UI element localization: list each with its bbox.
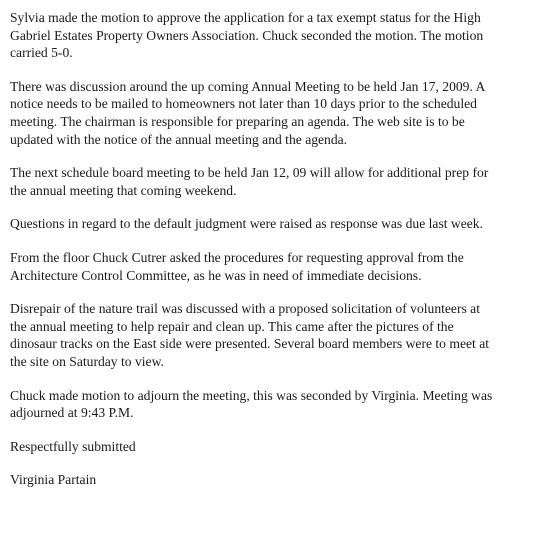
paragraph-next-board-meeting	[10, 164, 540, 199]
text-line: Sylvia made the motion to approve the application for a tax exempt status for the High	[10, 10, 481, 25]
text-line: Chuck made motion to adjourn the meeting, this was seconded by Virginia. Meeting was	[10, 387, 493, 403]
closing-line	[10, 438, 540, 456]
text-line: dinosaur tracks on the East side were presented. Several board members were to meet at	[10, 336, 490, 352]
signature-name	[10, 471, 540, 489]
text-line: Virginia Partain	[10, 472, 97, 488]
text-line: Disrepair of the nature trail was discussed with a proposed solicitation of volunteers at	[10, 301, 480, 317]
text-line: Architecture Control Committee, as he was in need of immediate decisions.	[10, 267, 422, 283]
text-line: the annual meeting that coming weekend.	[10, 182, 237, 198]
paragraph-nature-trail	[10, 300, 540, 370]
text-line: There was discussion around the up coming Annual Meeting to be held Jan 17, 2009. A	[10, 78, 486, 94]
text-line: adjourned at 9:43 P.M.	[10, 405, 134, 421]
text-line: the site on Saturday to view.	[10, 353, 164, 369]
paragraph-adjournment	[10, 387, 540, 422]
text-line: notice needs to be mailed to homeowners not later than 10 days prior to the scheduled	[10, 96, 477, 112]
paragraph-default-judgment	[10, 215, 540, 233]
text-line: The next schedule board meeting to be held Jan 12, 09 will allow for additional prep for	[10, 165, 489, 181]
text-line: meeting. The chairman is responsible for preparing an agenda. The web site is to be	[10, 113, 465, 129]
text-line: Gabriel Estates Property Owners Association. Chuck seconded the motion. The motion	[10, 27, 484, 43]
text-line: Questions in regard to the default judgment were raised as response was due last week.	[10, 216, 483, 232]
text-line: carried 5-0.	[10, 45, 73, 61]
paragraph-annual-meeting	[10, 78, 540, 148]
meeting-minutes-page	[10, 9, 540, 505]
text-line: Respectfully submitted	[10, 438, 136, 454]
paragraph-tax-exempt-motion	[10, 9, 540, 62]
text-line: From the floor Chuck Cutrer asked the procedures for requesting approval from the	[10, 249, 464, 265]
text-line: updated with the notice of the annual meeting and the agenda.	[10, 131, 348, 147]
paragraph-architecture-committee	[10, 249, 540, 284]
text-line: the annual meeting to help repair and clean up. This came after the pictures of the	[10, 318, 454, 334]
